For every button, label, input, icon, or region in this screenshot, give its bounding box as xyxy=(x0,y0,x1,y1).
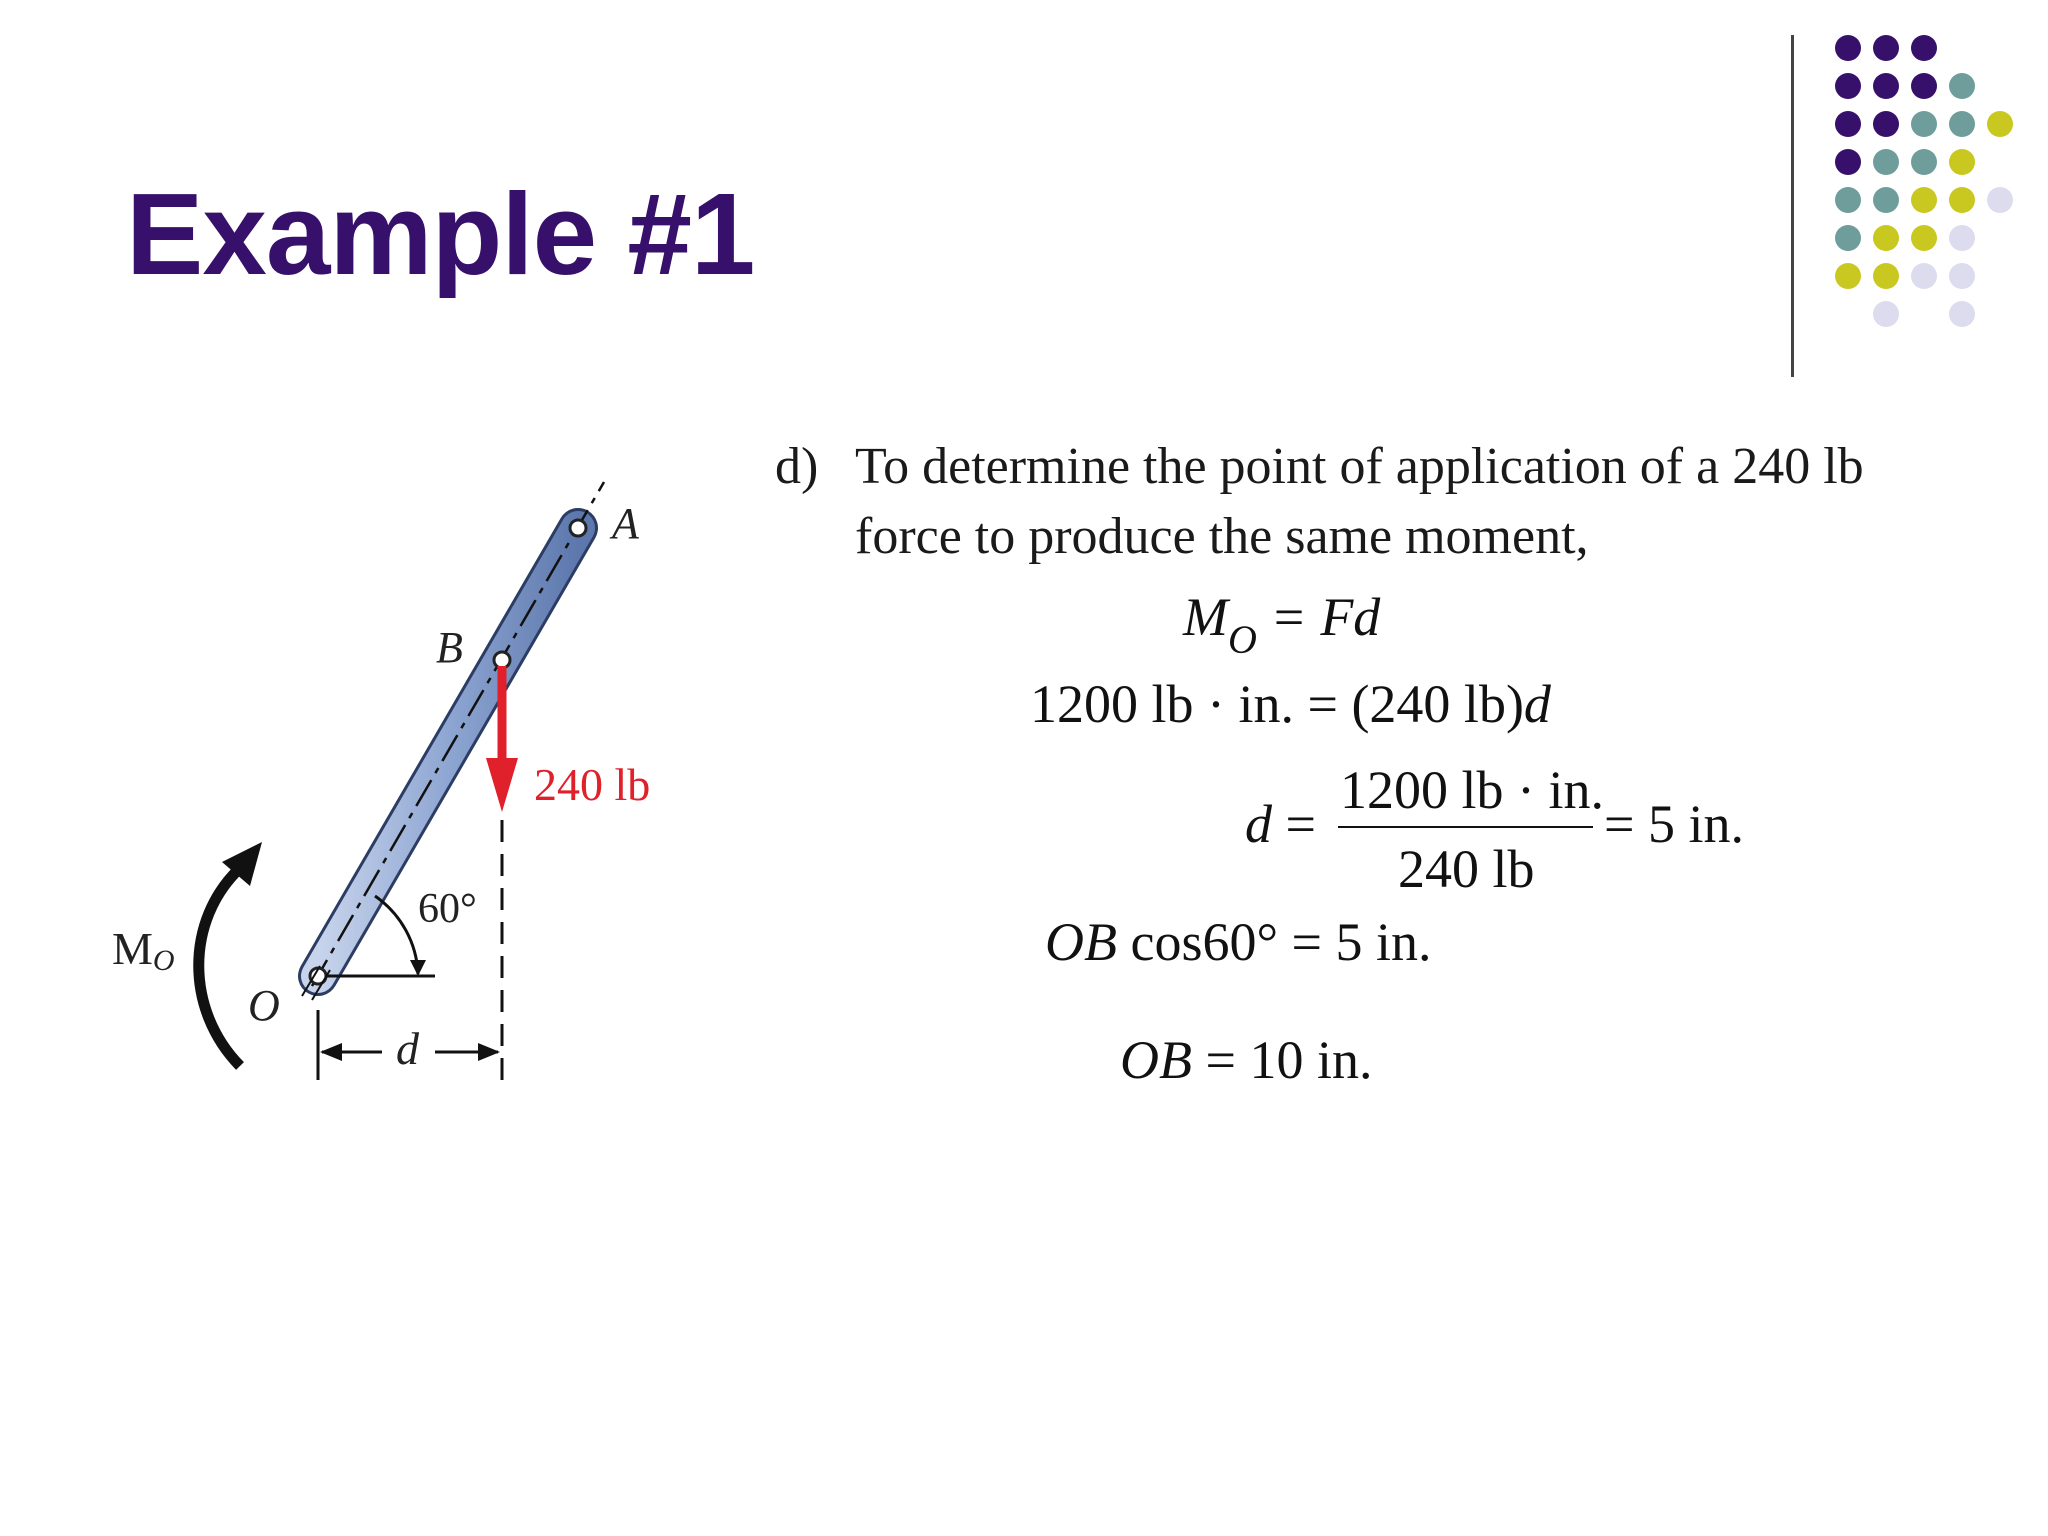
equation-d-lhs xyxy=(1245,794,1316,854)
eq2-left: 1200 lb · in. = xyxy=(1030,674,1352,734)
decorative-dot xyxy=(1835,187,1861,213)
decorative-dot xyxy=(1987,111,2013,137)
equation-d-numerator: 1200 lb · in. xyxy=(1340,760,1604,820)
decorative-dot xyxy=(1949,225,1975,251)
decorative-dot xyxy=(1949,73,1975,99)
label-b: B xyxy=(436,623,463,672)
decorative-dot xyxy=(1949,187,1975,213)
decorative-dot xyxy=(1835,225,1861,251)
equation-cosine xyxy=(1045,912,1432,972)
eq4-rest: cos60° = 5 in. xyxy=(1116,912,1432,972)
moment-label: MO xyxy=(112,923,175,977)
decorative-dot xyxy=(1873,187,1899,213)
decorative-dot xyxy=(1835,111,1861,137)
decorative-dot xyxy=(1987,187,2013,213)
equation-d-result: = 5 in. xyxy=(1604,794,1744,854)
equation-ob-result xyxy=(1120,1030,1373,1090)
statement-line-2: force to produce the same moment, xyxy=(855,508,1589,565)
decorative-dot xyxy=(1949,111,1975,137)
equation-d-denominator: 240 lb xyxy=(1398,839,1535,899)
eq4-var: OB xyxy=(1045,912,1117,972)
pin-b xyxy=(494,652,510,668)
angle-arc-head xyxy=(410,960,426,976)
decorative-dot xyxy=(1949,263,1975,289)
decorative-dot xyxy=(1949,149,1975,175)
fraction-bar xyxy=(1338,826,1593,828)
slide-title: Example #1 xyxy=(126,169,755,299)
decorative-dot xyxy=(1911,149,1937,175)
eq1-lhs-sub: O xyxy=(1227,617,1257,662)
eq3-equals: = xyxy=(1285,794,1316,854)
eq1-rhs: = Fd xyxy=(1270,587,1381,647)
label-a: A xyxy=(612,499,639,548)
distance-label: d xyxy=(396,1023,419,1074)
decorative-dot xyxy=(1835,263,1861,289)
statement-line-1: To determine the point of application of a 240 lb xyxy=(855,438,1864,495)
decorative-dot xyxy=(1835,35,1861,61)
dimension-arrow-left xyxy=(320,1043,342,1061)
decorative-dot xyxy=(1835,73,1861,99)
eq2-mid: (240 lb) xyxy=(1351,674,1524,734)
decorative-dot xyxy=(1911,225,1937,251)
lever-diagram xyxy=(90,470,710,1110)
decorative-dot xyxy=(1911,73,1937,99)
angle-label: 60° xyxy=(418,886,477,932)
force-label: 240 lb xyxy=(534,759,651,810)
decorative-dot xyxy=(1949,301,1975,327)
moment-arrow xyxy=(199,868,240,1066)
decorative-dot xyxy=(1873,35,1899,61)
equation-substitution xyxy=(1030,674,1551,734)
eq2-var: d xyxy=(1523,674,1551,734)
label-o: O xyxy=(248,981,280,1030)
eq1-lhs: M xyxy=(1183,587,1228,647)
decorative-dot xyxy=(1873,301,1899,327)
decorative-dot xyxy=(1911,187,1937,213)
decorative-dot xyxy=(1873,149,1899,175)
decorative-dot xyxy=(1911,35,1937,61)
force-arrow-head xyxy=(486,758,518,812)
decorative-dot-grid xyxy=(0,0,2048,330)
eq5-rest: = 10 in. xyxy=(1191,1030,1373,1090)
list-marker: d) xyxy=(775,438,819,495)
decorative-dot xyxy=(1835,149,1861,175)
decorative-dot xyxy=(1873,225,1899,251)
decorative-dot xyxy=(1873,73,1899,99)
eq5-var: OB xyxy=(1120,1030,1192,1090)
equation-moment-definition xyxy=(1183,587,1381,662)
pin-a xyxy=(570,520,586,536)
decorative-dot xyxy=(1873,263,1899,289)
decorative-dot xyxy=(1911,111,1937,137)
decorative-dot xyxy=(1873,111,1899,137)
dimension-arrow-right xyxy=(478,1043,500,1061)
decorative-dot xyxy=(1911,263,1937,289)
eq3-lhs: d xyxy=(1245,794,1272,854)
